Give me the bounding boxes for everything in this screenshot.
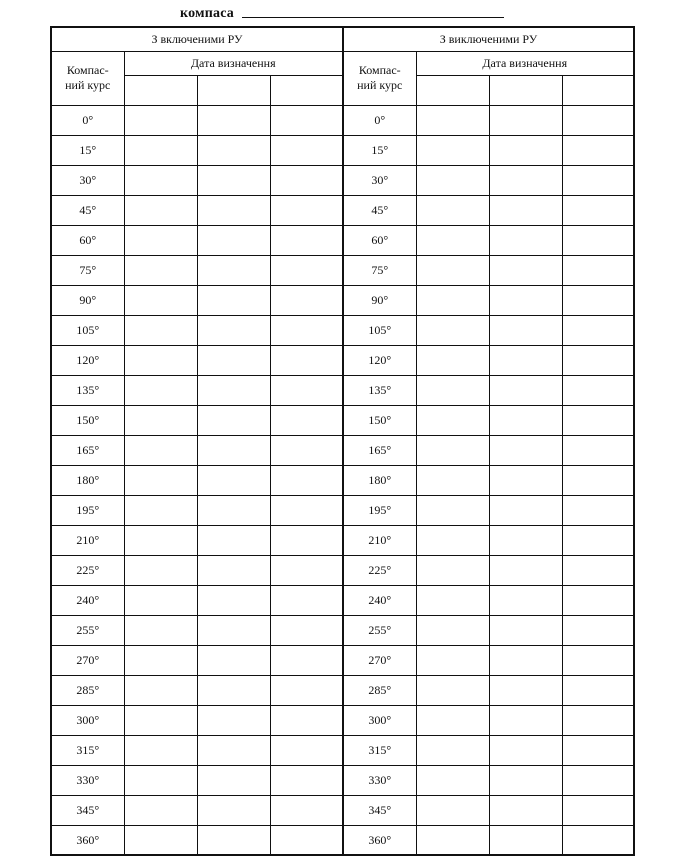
left-value-cell bbox=[197, 705, 270, 735]
course-row bbox=[51, 345, 634, 375]
left-value-cell bbox=[197, 315, 270, 345]
left-course-cell: 255° bbox=[51, 615, 124, 645]
course-row bbox=[51, 315, 634, 345]
left-value-cell bbox=[270, 555, 343, 585]
right-course-header-line2: ний курс bbox=[357, 78, 403, 92]
right-course-cell: 360° bbox=[343, 825, 416, 855]
left-value-cell bbox=[197, 405, 270, 435]
left-value-cell bbox=[124, 675, 197, 705]
right-course-header-line1: Компас- bbox=[358, 63, 401, 77]
right-course-cell: 135° bbox=[343, 375, 416, 405]
right-value-cell bbox=[562, 675, 634, 705]
left-value-cell bbox=[270, 285, 343, 315]
left-value-cell bbox=[197, 795, 270, 825]
left-course-cell: 330° bbox=[51, 765, 124, 795]
right-date-cell bbox=[416, 75, 489, 105]
right-course-cell: 300° bbox=[343, 705, 416, 735]
left-value-cell bbox=[124, 135, 197, 165]
right-value-cell bbox=[562, 255, 634, 285]
left-course-cell: 285° bbox=[51, 675, 124, 705]
left-value-cell bbox=[124, 375, 197, 405]
right-value-cell bbox=[489, 615, 562, 645]
left-course-cell: 150° bbox=[51, 405, 124, 435]
course-row bbox=[51, 735, 634, 765]
right-value-cell bbox=[562, 525, 634, 555]
right-value-cell bbox=[416, 825, 489, 855]
left-value-cell bbox=[197, 225, 270, 255]
right-value-cell bbox=[416, 585, 489, 615]
right-value-cell bbox=[416, 495, 489, 525]
right-value-cell bbox=[416, 165, 489, 195]
course-row bbox=[51, 435, 634, 465]
left-value-cell bbox=[270, 645, 343, 675]
right-value-cell bbox=[562, 375, 634, 405]
left-course-cell: 120° bbox=[51, 345, 124, 375]
left-value-cell bbox=[270, 255, 343, 285]
left-course-cell: 225° bbox=[51, 555, 124, 585]
left-course-cell: 210° bbox=[51, 525, 124, 555]
right-value-cell bbox=[416, 345, 489, 375]
right-value-cell bbox=[562, 585, 634, 615]
right-value-cell bbox=[562, 765, 634, 795]
right-value-cell bbox=[416, 645, 489, 675]
left-value-cell bbox=[124, 285, 197, 315]
left-course-cell: 135° bbox=[51, 375, 124, 405]
course-row bbox=[51, 585, 634, 615]
left-value-cell bbox=[197, 135, 270, 165]
left-value-cell bbox=[270, 405, 343, 435]
right-value-cell bbox=[489, 165, 562, 195]
left-value-cell bbox=[124, 495, 197, 525]
right-value-cell bbox=[562, 825, 634, 855]
right-value-cell bbox=[416, 735, 489, 765]
course-row bbox=[51, 675, 634, 705]
left-value-cell bbox=[124, 165, 197, 195]
left-course-cell: 165° bbox=[51, 435, 124, 465]
left-group-header: З включеними РУ bbox=[51, 27, 343, 51]
left-course-cell: 360° bbox=[51, 825, 124, 855]
title-word: компаса bbox=[180, 6, 235, 21]
right-value-cell bbox=[562, 705, 634, 735]
left-value-cell bbox=[270, 315, 343, 345]
right-value-cell bbox=[562, 735, 634, 765]
right-course-cell: 315° bbox=[343, 735, 416, 765]
left-value-cell bbox=[270, 465, 343, 495]
right-course-header bbox=[343, 51, 416, 105]
left-course-cell: 345° bbox=[51, 795, 124, 825]
left-value-cell bbox=[270, 705, 343, 735]
course-row bbox=[51, 285, 634, 315]
course-row bbox=[51, 135, 634, 165]
right-value-cell bbox=[489, 225, 562, 255]
left-course-cell: 75° bbox=[51, 255, 124, 285]
left-value-cell bbox=[197, 195, 270, 225]
right-value-cell bbox=[416, 315, 489, 345]
right-value-cell bbox=[489, 585, 562, 615]
course-row bbox=[51, 105, 634, 135]
right-value-cell bbox=[416, 135, 489, 165]
left-value-cell bbox=[197, 675, 270, 705]
right-value-cell bbox=[562, 495, 634, 525]
left-value-cell bbox=[197, 375, 270, 405]
course-row bbox=[51, 225, 634, 255]
left-value-cell bbox=[270, 105, 343, 135]
right-course-cell: 75° bbox=[343, 255, 416, 285]
left-value-cell bbox=[124, 765, 197, 795]
left-value-cell bbox=[270, 795, 343, 825]
right-value-cell bbox=[489, 675, 562, 705]
right-value-cell bbox=[489, 105, 562, 135]
left-value-cell bbox=[270, 135, 343, 165]
left-course-cell: 15° bbox=[51, 135, 124, 165]
course-row bbox=[51, 705, 634, 735]
left-course-cell: 60° bbox=[51, 225, 124, 255]
deviation-table bbox=[50, 26, 635, 856]
title-line bbox=[180, 4, 234, 22]
left-value-cell bbox=[124, 615, 197, 645]
right-value-cell bbox=[416, 555, 489, 585]
left-date-cell bbox=[270, 75, 343, 105]
right-course-cell: 30° bbox=[343, 165, 416, 195]
right-value-cell bbox=[489, 345, 562, 375]
right-course-cell: 165° bbox=[343, 435, 416, 465]
right-value-cell bbox=[562, 165, 634, 195]
left-value-cell bbox=[197, 345, 270, 375]
right-course-cell: 255° bbox=[343, 615, 416, 645]
left-value-cell bbox=[124, 795, 197, 825]
left-value-cell bbox=[197, 585, 270, 615]
left-value-cell bbox=[197, 465, 270, 495]
right-value-cell bbox=[416, 795, 489, 825]
left-course-header-line2: ний курс bbox=[65, 78, 111, 92]
course-row bbox=[51, 255, 634, 285]
right-value-cell bbox=[489, 375, 562, 405]
right-value-cell bbox=[562, 435, 634, 465]
right-course-cell: 60° bbox=[343, 225, 416, 255]
right-value-cell bbox=[489, 285, 562, 315]
right-value-cell bbox=[489, 405, 562, 435]
left-value-cell bbox=[197, 645, 270, 675]
left-course-cell: 195° bbox=[51, 495, 124, 525]
right-value-cell bbox=[416, 525, 489, 555]
course-row bbox=[51, 645, 634, 675]
right-value-cell bbox=[562, 555, 634, 585]
course-row bbox=[51, 465, 634, 495]
left-value-cell bbox=[124, 225, 197, 255]
right-course-cell: 225° bbox=[343, 555, 416, 585]
left-value-cell bbox=[124, 735, 197, 765]
course-row bbox=[51, 375, 634, 405]
left-value-cell bbox=[124, 345, 197, 375]
left-course-cell: 90° bbox=[51, 285, 124, 315]
right-value-cell bbox=[489, 825, 562, 855]
course-row bbox=[51, 615, 634, 645]
left-value-cell bbox=[197, 615, 270, 645]
left-value-cell bbox=[124, 525, 197, 555]
left-value-cell bbox=[124, 825, 197, 855]
right-value-cell bbox=[562, 225, 634, 255]
left-value-cell bbox=[197, 525, 270, 555]
right-value-cell bbox=[562, 615, 634, 645]
left-value-cell bbox=[270, 375, 343, 405]
date-input-row bbox=[51, 75, 634, 105]
right-date-cell bbox=[489, 75, 562, 105]
right-value-cell bbox=[489, 645, 562, 675]
right-course-cell: 330° bbox=[343, 765, 416, 795]
course-row bbox=[51, 525, 634, 555]
right-value-cell bbox=[489, 255, 562, 285]
course-row bbox=[51, 765, 634, 795]
left-value-cell bbox=[124, 555, 197, 585]
left-value-cell bbox=[197, 165, 270, 195]
left-value-cell bbox=[270, 585, 343, 615]
right-course-cell: 15° bbox=[343, 135, 416, 165]
left-value-cell bbox=[270, 195, 343, 225]
left-value-cell bbox=[270, 435, 343, 465]
right-value-cell bbox=[416, 285, 489, 315]
right-value-cell bbox=[416, 705, 489, 735]
right-value-cell bbox=[562, 105, 634, 135]
right-value-cell bbox=[416, 615, 489, 645]
left-course-cell: 105° bbox=[51, 315, 124, 345]
right-course-cell: 150° bbox=[343, 405, 416, 435]
right-course-cell: 345° bbox=[343, 795, 416, 825]
right-value-cell bbox=[489, 195, 562, 225]
left-value-cell bbox=[270, 345, 343, 375]
right-value-cell bbox=[489, 795, 562, 825]
right-course-cell: 45° bbox=[343, 195, 416, 225]
left-date-cell bbox=[197, 75, 270, 105]
right-course-cell: 240° bbox=[343, 585, 416, 615]
left-course-header bbox=[51, 51, 124, 105]
left-value-cell bbox=[124, 105, 197, 135]
title-blank-line bbox=[242, 17, 504, 18]
right-value-cell bbox=[562, 795, 634, 825]
left-course-cell: 315° bbox=[51, 735, 124, 765]
right-value-cell bbox=[416, 105, 489, 135]
left-value-cell bbox=[124, 315, 197, 345]
right-value-cell bbox=[489, 465, 562, 495]
right-value-cell bbox=[562, 195, 634, 225]
left-value-cell bbox=[124, 435, 197, 465]
left-value-cell bbox=[124, 195, 197, 225]
left-value-cell bbox=[270, 825, 343, 855]
left-value-cell bbox=[270, 525, 343, 555]
left-value-cell bbox=[270, 225, 343, 255]
left-value-cell bbox=[124, 255, 197, 285]
right-value-cell bbox=[562, 285, 634, 315]
left-value-cell bbox=[197, 735, 270, 765]
left-value-cell bbox=[270, 615, 343, 645]
left-value-cell bbox=[124, 585, 197, 615]
left-value-cell bbox=[124, 465, 197, 495]
right-value-cell bbox=[489, 705, 562, 735]
left-course-cell: 270° bbox=[51, 645, 124, 675]
right-value-cell bbox=[489, 525, 562, 555]
right-value-cell bbox=[416, 405, 489, 435]
left-date-cell bbox=[124, 75, 197, 105]
left-value-cell bbox=[124, 645, 197, 675]
course-row bbox=[51, 195, 634, 225]
right-value-cell bbox=[416, 675, 489, 705]
left-course-cell: 0° bbox=[51, 105, 124, 135]
right-value-cell bbox=[416, 465, 489, 495]
right-course-cell: 105° bbox=[343, 315, 416, 345]
group-header-row bbox=[51, 27, 634, 51]
left-value-cell bbox=[270, 735, 343, 765]
right-value-cell bbox=[489, 435, 562, 465]
left-course-cell: 300° bbox=[51, 705, 124, 735]
right-value-cell bbox=[562, 405, 634, 435]
right-value-cell bbox=[562, 465, 634, 495]
right-value-cell bbox=[489, 765, 562, 795]
right-value-cell bbox=[562, 345, 634, 375]
course-row bbox=[51, 495, 634, 525]
right-value-cell bbox=[562, 135, 634, 165]
left-value-cell bbox=[124, 405, 197, 435]
right-value-cell bbox=[562, 645, 634, 675]
right-course-cell: 195° bbox=[343, 495, 416, 525]
left-course-header-line1: Компас- bbox=[66, 63, 109, 77]
right-course-cell: 285° bbox=[343, 675, 416, 705]
right-value-cell bbox=[489, 135, 562, 165]
right-course-cell: 210° bbox=[343, 525, 416, 555]
right-course-cell: 270° bbox=[343, 645, 416, 675]
right-course-cell: 90° bbox=[343, 285, 416, 315]
left-value-cell bbox=[270, 675, 343, 705]
right-value-cell bbox=[416, 195, 489, 225]
left-course-cell: 30° bbox=[51, 165, 124, 195]
right-value-cell bbox=[489, 735, 562, 765]
right-value-cell bbox=[416, 225, 489, 255]
course-row bbox=[51, 165, 634, 195]
left-value-cell bbox=[197, 285, 270, 315]
right-value-cell bbox=[489, 555, 562, 585]
left-value-cell bbox=[197, 435, 270, 465]
right-date-cell bbox=[562, 75, 634, 105]
left-value-cell bbox=[270, 495, 343, 525]
left-value-cell bbox=[270, 765, 343, 795]
course-row bbox=[51, 405, 634, 435]
left-date-header: Дата визначення bbox=[124, 51, 343, 75]
subheader-row bbox=[51, 51, 634, 75]
right-value-cell bbox=[416, 435, 489, 465]
left-value-cell bbox=[197, 255, 270, 285]
left-value-cell bbox=[197, 765, 270, 795]
left-value-cell bbox=[197, 105, 270, 135]
right-value-cell bbox=[416, 255, 489, 285]
right-value-cell bbox=[416, 765, 489, 795]
right-course-cell: 120° bbox=[343, 345, 416, 375]
right-date-header: Дата визначення bbox=[416, 51, 634, 75]
right-value-cell bbox=[489, 315, 562, 345]
course-row bbox=[51, 825, 634, 855]
left-value-cell bbox=[270, 165, 343, 195]
right-course-cell: 180° bbox=[343, 465, 416, 495]
left-value-cell bbox=[197, 555, 270, 585]
left-course-cell: 240° bbox=[51, 585, 124, 615]
left-course-cell: 180° bbox=[51, 465, 124, 495]
right-group-header: З виключеними РУ bbox=[343, 27, 634, 51]
course-row bbox=[51, 795, 634, 825]
right-value-cell bbox=[416, 375, 489, 405]
left-value-cell bbox=[197, 495, 270, 525]
right-value-cell bbox=[489, 495, 562, 525]
left-value-cell bbox=[197, 825, 270, 855]
left-value-cell bbox=[124, 705, 197, 735]
right-course-cell: 0° bbox=[343, 105, 416, 135]
course-row bbox=[51, 555, 634, 585]
left-course-cell: 45° bbox=[51, 195, 124, 225]
right-value-cell bbox=[562, 315, 634, 345]
